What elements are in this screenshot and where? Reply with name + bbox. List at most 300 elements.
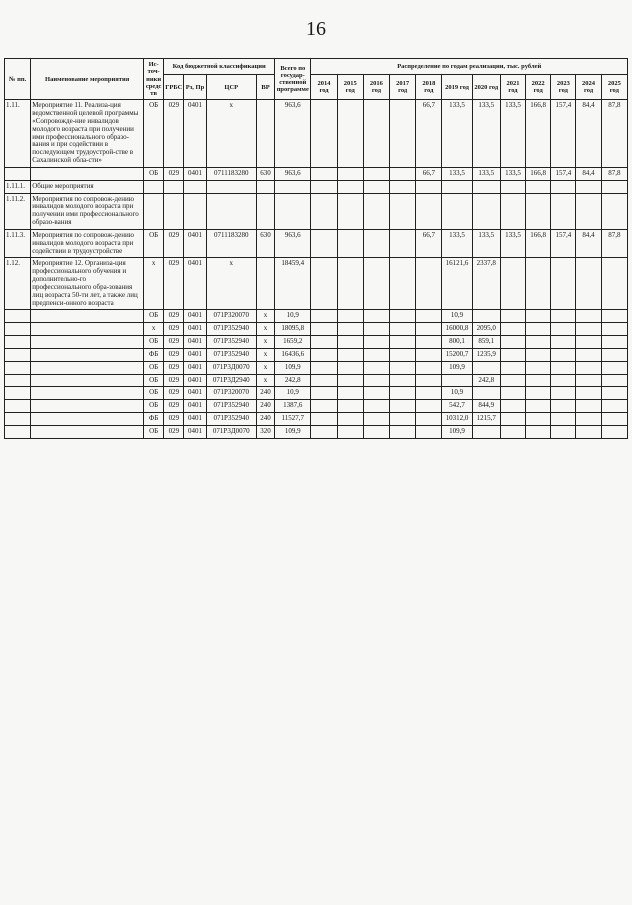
- row-number: 1.11.3.: [5, 229, 31, 257]
- year-amount: 1235,9: [472, 348, 500, 361]
- row-number: 1.11.2.: [5, 193, 31, 229]
- total-amount: 963,6: [275, 229, 311, 257]
- year-amount: [500, 413, 525, 426]
- year-amount: [576, 400, 601, 413]
- header-year-2016: 2016 год: [363, 74, 389, 99]
- vr-code: x: [256, 348, 274, 361]
- year-amount: [500, 180, 525, 193]
- year-amount: [363, 323, 389, 336]
- vr-code: x: [256, 361, 274, 374]
- table-row: [5, 361, 628, 374]
- year-amount: 542,7: [442, 400, 472, 413]
- rzpr-code: [184, 180, 206, 193]
- table-row: [5, 413, 628, 426]
- rzpr-code: 0401: [184, 323, 206, 336]
- total-amount: 1659,2: [275, 336, 311, 349]
- year-amount: 1215,7: [472, 413, 500, 426]
- total-amount: 109,9: [275, 425, 311, 438]
- year-amount: [601, 310, 627, 323]
- total-amount: 18095,8: [275, 323, 311, 336]
- vr-code: [256, 100, 274, 168]
- year-amount: [472, 180, 500, 193]
- csr-code: 071P3Д0070: [206, 361, 256, 374]
- csr-code: 071P320070: [206, 387, 256, 400]
- year-amount: [576, 387, 601, 400]
- table-row: [5, 336, 628, 349]
- year-amount: [500, 374, 525, 387]
- funding-source: [144, 193, 164, 229]
- year-amount: [576, 310, 601, 323]
- year-amount: 166,8: [526, 100, 551, 168]
- header-source: Ис-точ-ники средс тв: [144, 59, 164, 100]
- year-amount: [576, 336, 601, 349]
- row-number: [5, 413, 31, 426]
- rzpr-code: 0401: [184, 336, 206, 349]
- year-amount: [500, 323, 525, 336]
- row-number: [5, 387, 31, 400]
- row-number: [5, 348, 31, 361]
- rzpr-code: 0401: [184, 100, 206, 168]
- year-amount: [390, 374, 416, 387]
- year-amount: [337, 323, 363, 336]
- year-amount: [526, 310, 551, 323]
- year-amount: 16000,8: [442, 323, 472, 336]
- vr-code: [256, 193, 274, 229]
- year-amount: 157,4: [551, 100, 576, 168]
- year-amount: [337, 258, 363, 310]
- year-amount: [311, 193, 337, 229]
- row-number: [5, 400, 31, 413]
- year-amount: [337, 310, 363, 323]
- year-amount: [551, 180, 576, 193]
- year-amount: [311, 374, 337, 387]
- year-amount: [500, 348, 525, 361]
- vr-code: x: [256, 374, 274, 387]
- year-amount: [337, 387, 363, 400]
- funding-source: ОБ: [144, 374, 164, 387]
- year-amount: [526, 258, 551, 310]
- funding-source: ФБ: [144, 413, 164, 426]
- year-amount: 84,4: [576, 100, 601, 168]
- vr-code: x: [256, 310, 274, 323]
- year-amount: [363, 336, 389, 349]
- csr-code: 071P320070: [206, 310, 256, 323]
- csr-code: 0711183280: [206, 167, 256, 180]
- year-amount: [311, 258, 337, 310]
- grbs-code: [164, 193, 184, 229]
- table-row: [5, 387, 628, 400]
- table-row: [5, 193, 628, 229]
- year-amount: 87,8: [601, 100, 627, 168]
- year-amount: [500, 258, 525, 310]
- year-amount: [390, 387, 416, 400]
- header-row-1: [5, 59, 628, 75]
- year-amount: [337, 180, 363, 193]
- header-grbs: ГРБС: [164, 74, 184, 99]
- funding-source: x: [144, 258, 164, 310]
- year-amount: [390, 229, 416, 257]
- year-amount: [601, 361, 627, 374]
- table-row: [5, 400, 628, 413]
- row-number: [5, 310, 31, 323]
- vr-code: [256, 258, 274, 310]
- year-amount: [551, 425, 576, 438]
- rzpr-code: 0401: [184, 310, 206, 323]
- year-amount: [526, 348, 551, 361]
- year-amount: [576, 323, 601, 336]
- vr-code: 320: [256, 425, 274, 438]
- table-row: [5, 323, 628, 336]
- year-amount: 109,9: [442, 361, 472, 374]
- vr-code: [256, 180, 274, 193]
- year-amount: [337, 374, 363, 387]
- year-amount: 133,5: [442, 167, 472, 180]
- year-amount: [472, 387, 500, 400]
- grbs-code: 029: [164, 258, 184, 310]
- total-amount: 109,9: [275, 361, 311, 374]
- year-amount: [601, 323, 627, 336]
- year-amount: 87,8: [601, 229, 627, 257]
- table-row: [5, 425, 628, 438]
- year-amount: [601, 413, 627, 426]
- year-amount: 10312,0: [442, 413, 472, 426]
- measure-name: [31, 374, 144, 387]
- year-amount: 2095,0: [472, 323, 500, 336]
- year-amount: [390, 361, 416, 374]
- grbs-code: 029: [164, 229, 184, 257]
- year-amount: [500, 425, 525, 438]
- row-number: 1.11.: [5, 100, 31, 168]
- total-amount: 18459,4: [275, 258, 311, 310]
- year-amount: 66,7: [416, 167, 442, 180]
- table-row: [5, 374, 628, 387]
- measure-name: [31, 310, 144, 323]
- table-row: [5, 310, 628, 323]
- year-amount: [390, 180, 416, 193]
- year-amount: 157,4: [551, 167, 576, 180]
- header-year-2025: 2025 год: [601, 74, 627, 99]
- year-amount: [526, 323, 551, 336]
- funding-source: ОБ: [144, 229, 164, 257]
- row-number: 1.12.: [5, 258, 31, 310]
- year-amount: 15200,7: [442, 348, 472, 361]
- year-amount: [601, 193, 627, 229]
- year-amount: 133,5: [472, 229, 500, 257]
- csr-code: 071P352940: [206, 348, 256, 361]
- year-amount: [551, 258, 576, 310]
- grbs-code: 029: [164, 413, 184, 426]
- year-amount: [526, 400, 551, 413]
- year-amount: [390, 193, 416, 229]
- rzpr-code: 0401: [184, 400, 206, 413]
- rzpr-code: 0401: [184, 413, 206, 426]
- funding-source: [144, 180, 164, 193]
- rzpr-code: 0401: [184, 361, 206, 374]
- year-amount: [601, 425, 627, 438]
- year-amount: [601, 387, 627, 400]
- vr-code: 240: [256, 387, 274, 400]
- year-amount: [526, 361, 551, 374]
- year-amount: [337, 229, 363, 257]
- year-amount: [576, 361, 601, 374]
- header-year-2024: 2024 год: [576, 74, 601, 99]
- year-amount: [311, 361, 337, 374]
- total-amount: [275, 180, 311, 193]
- year-amount: [390, 400, 416, 413]
- year-amount: [363, 374, 389, 387]
- funding-source: ОБ: [144, 361, 164, 374]
- year-amount: [363, 361, 389, 374]
- year-amount: [416, 400, 442, 413]
- header-total: Всего по государ-ственной программе: [275, 59, 311, 100]
- year-amount: [337, 336, 363, 349]
- year-amount: [337, 100, 363, 168]
- year-amount: [551, 387, 576, 400]
- year-amount: [551, 323, 576, 336]
- year-amount: 87,8: [601, 167, 627, 180]
- grbs-code: 029: [164, 348, 184, 361]
- funding-source: ОБ: [144, 336, 164, 349]
- year-amount: [442, 193, 472, 229]
- table-body: [5, 100, 628, 438]
- row-number: [5, 425, 31, 438]
- row-number: [5, 374, 31, 387]
- csr-code: 071P352940: [206, 413, 256, 426]
- grbs-code: 029: [164, 361, 184, 374]
- year-amount: 2337,8: [472, 258, 500, 310]
- header-name: Наименование мероприятия: [31, 59, 144, 100]
- year-amount: [601, 180, 627, 193]
- rzpr-code: 0401: [184, 387, 206, 400]
- total-amount: 242,8: [275, 374, 311, 387]
- year-amount: [576, 258, 601, 310]
- rzpr-code: 0401: [184, 425, 206, 438]
- year-amount: [363, 348, 389, 361]
- row-number: [5, 336, 31, 349]
- year-amount: [390, 258, 416, 310]
- total-amount: 16436,6: [275, 348, 311, 361]
- year-amount: 133,5: [500, 100, 525, 168]
- year-amount: [551, 348, 576, 361]
- table-row: [5, 258, 628, 310]
- header-year-2014: 2014 год: [311, 74, 337, 99]
- budget-table: [4, 58, 628, 439]
- year-amount: [472, 425, 500, 438]
- header-budget-classification: Код бюджетной классификации: [164, 59, 275, 75]
- funding-source: ОБ: [144, 400, 164, 413]
- grbs-code: 029: [164, 100, 184, 168]
- year-amount: [551, 413, 576, 426]
- measure-name: [31, 400, 144, 413]
- measure-name: [31, 348, 144, 361]
- header-distribution: Распределение по годам реализации, тыс. рублей: [311, 59, 628, 75]
- header-year-2018: 2018 год: [416, 74, 442, 99]
- year-amount: [390, 323, 416, 336]
- year-amount: [601, 336, 627, 349]
- year-amount: [311, 229, 337, 257]
- year-amount: 84,4: [576, 167, 601, 180]
- year-amount: [311, 387, 337, 400]
- year-amount: [390, 413, 416, 426]
- year-amount: [526, 180, 551, 193]
- row-number: [5, 167, 31, 180]
- year-amount: [601, 258, 627, 310]
- year-amount: [337, 348, 363, 361]
- year-amount: 10,9: [442, 310, 472, 323]
- year-amount: [551, 193, 576, 229]
- rzpr-code: 0401: [184, 258, 206, 310]
- year-amount: [526, 374, 551, 387]
- total-amount: [275, 193, 311, 229]
- funding-source: ОБ: [144, 100, 164, 168]
- header-year-2020: 2020 год: [472, 74, 500, 99]
- grbs-code: 029: [164, 387, 184, 400]
- total-amount: 1387,6: [275, 400, 311, 413]
- header-year-2017: 2017 год: [390, 74, 416, 99]
- year-amount: 157,4: [551, 229, 576, 257]
- year-amount: [500, 400, 525, 413]
- year-amount: [363, 413, 389, 426]
- table-row: [5, 100, 628, 168]
- measure-name: [31, 323, 144, 336]
- year-amount: [337, 413, 363, 426]
- grbs-code: 029: [164, 336, 184, 349]
- rzpr-code: 0401: [184, 167, 206, 180]
- year-amount: [311, 323, 337, 336]
- measure-name: Общие мероприятия: [31, 180, 144, 193]
- measure-name: [31, 387, 144, 400]
- year-amount: [576, 180, 601, 193]
- page-number: 16: [306, 18, 326, 40]
- header-rzpr: Рз, Пр: [184, 74, 206, 99]
- year-amount: [416, 323, 442, 336]
- year-amount: 133,5: [500, 229, 525, 257]
- year-amount: [576, 374, 601, 387]
- year-amount: [390, 167, 416, 180]
- year-amount: [390, 425, 416, 438]
- year-amount: [526, 425, 551, 438]
- year-amount: 84,4: [576, 229, 601, 257]
- year-amount: [472, 193, 500, 229]
- year-amount: [363, 400, 389, 413]
- rzpr-code: 0401: [184, 229, 206, 257]
- year-amount: 844,9: [472, 400, 500, 413]
- year-amount: 859,1: [472, 336, 500, 349]
- header-year-2022: 2022 год: [526, 74, 551, 99]
- vr-code: 240: [256, 413, 274, 426]
- table-row: [5, 180, 628, 193]
- year-amount: [311, 425, 337, 438]
- year-amount: [601, 374, 627, 387]
- year-amount: [337, 193, 363, 229]
- csr-code: 071P352940: [206, 336, 256, 349]
- year-amount: 109,9: [442, 425, 472, 438]
- year-amount: [601, 348, 627, 361]
- year-amount: [551, 336, 576, 349]
- funding-source: ОБ: [144, 167, 164, 180]
- year-amount: [416, 361, 442, 374]
- year-amount: [416, 193, 442, 229]
- measure-name: [31, 336, 144, 349]
- year-amount: [601, 400, 627, 413]
- year-amount: [311, 167, 337, 180]
- csr-code: 071P3Д2940: [206, 374, 256, 387]
- year-amount: [363, 425, 389, 438]
- year-amount: 800,1: [442, 336, 472, 349]
- year-amount: [416, 258, 442, 310]
- year-amount: [551, 310, 576, 323]
- vr-code: x: [256, 336, 274, 349]
- year-amount: [500, 310, 525, 323]
- year-amount: 10,9: [442, 387, 472, 400]
- year-amount: 133,5: [472, 167, 500, 180]
- measure-name: Мероприятия по сопровож-дению инвалидов молодого возраста при получении ими профессионального образо-вания: [31, 193, 144, 229]
- year-amount: [311, 400, 337, 413]
- row-number: [5, 361, 31, 374]
- table-row: [5, 348, 628, 361]
- year-amount: 133,5: [442, 100, 472, 168]
- measure-name: Мероприятие 12. Организа-ция профессионального обучения и дополнительно-го профессионального обра-зования лиц возраста 50-ти лет, а также лиц предпенси-онного возраста: [31, 258, 144, 310]
- total-amount: 10,9: [275, 310, 311, 323]
- year-amount: [500, 387, 525, 400]
- year-amount: [390, 100, 416, 168]
- grbs-code: [164, 180, 184, 193]
- year-amount: [363, 180, 389, 193]
- year-amount: [576, 425, 601, 438]
- row-number: [5, 323, 31, 336]
- year-amount: [363, 229, 389, 257]
- header-year-2019: 2019 год: [442, 74, 472, 99]
- grbs-code: 029: [164, 323, 184, 336]
- measure-name: Мероприятия по сопровож-дению инвалидов молодого возраста при содействии в трудоустройстве: [31, 229, 144, 257]
- year-amount: [576, 193, 601, 229]
- measure-name: [31, 167, 144, 180]
- csr-code: 071P3Д0070: [206, 425, 256, 438]
- year-amount: [416, 374, 442, 387]
- year-amount: 66,7: [416, 100, 442, 168]
- year-amount: [311, 336, 337, 349]
- year-amount: [551, 361, 576, 374]
- year-amount: 16121,6: [442, 258, 472, 310]
- year-amount: [416, 413, 442, 426]
- header-csr: ЦСР: [206, 74, 256, 99]
- vr-code: 630: [256, 229, 274, 257]
- year-amount: [500, 361, 525, 374]
- year-amount: [390, 310, 416, 323]
- year-amount: [311, 413, 337, 426]
- year-amount: [311, 100, 337, 168]
- measure-name: [31, 413, 144, 426]
- year-amount: [442, 180, 472, 193]
- csr-code: [206, 193, 256, 229]
- year-amount: [500, 193, 525, 229]
- measure-name: [31, 361, 144, 374]
- year-amount: [416, 180, 442, 193]
- header-year-2015: 2015 год: [337, 74, 363, 99]
- funding-source: ОБ: [144, 425, 164, 438]
- year-amount: [363, 167, 389, 180]
- measure-name: [31, 425, 144, 438]
- year-amount: 242,8: [472, 374, 500, 387]
- csr-code: 071P352940: [206, 323, 256, 336]
- year-amount: [526, 413, 551, 426]
- year-amount: 133,5: [500, 167, 525, 180]
- header-vr: ВР: [256, 74, 274, 99]
- csr-code: 071P352940: [206, 400, 256, 413]
- csr-code: x: [206, 258, 256, 310]
- vr-code: 630: [256, 167, 274, 180]
- year-amount: 133,5: [472, 100, 500, 168]
